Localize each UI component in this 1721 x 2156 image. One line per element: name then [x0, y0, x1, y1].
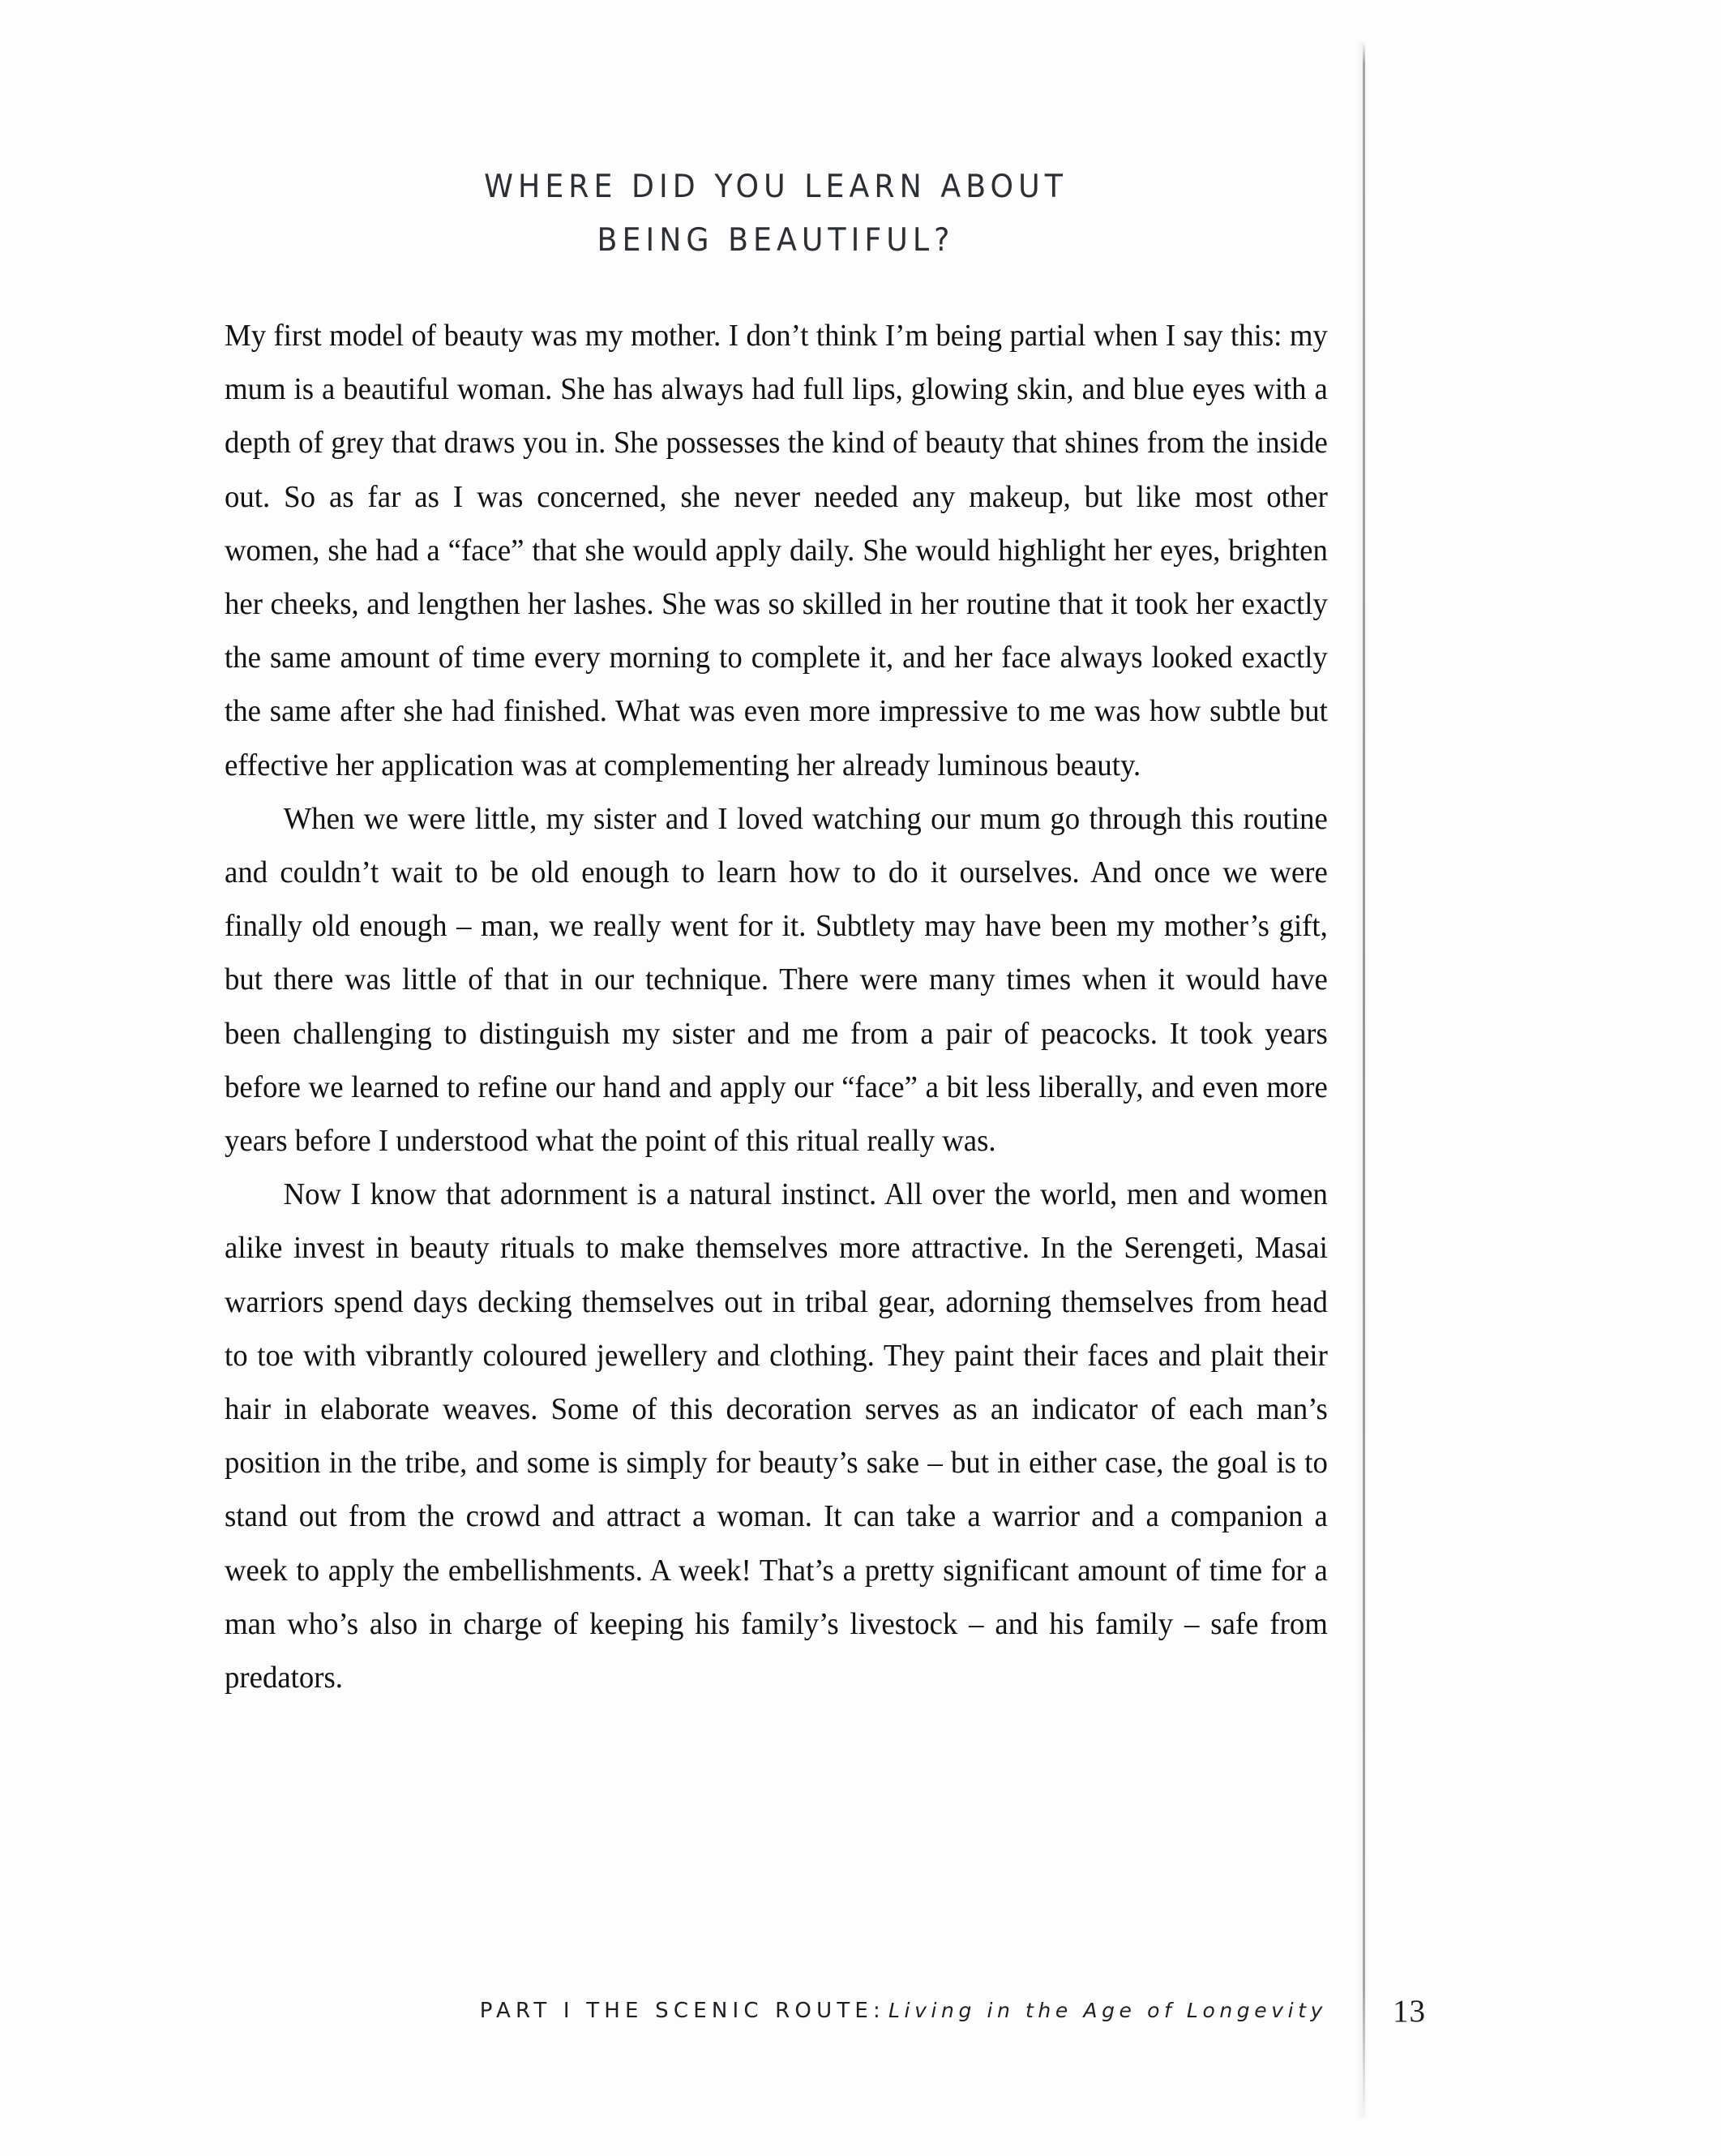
page-title-line-1: WHERE DID YOU LEARN ABOUT: [484, 169, 1068, 205]
page-number: 13: [1393, 1994, 1426, 2029]
scan-edge-shadow: [1355, 42, 1368, 2118]
running-footer: [225, 1999, 1327, 2023]
page-title: [263, 161, 1289, 268]
body-paragraph: When we were little, my sister and I loved watching our mum go through this routine and couldn’t wait to be old enough to learn how to do it ourselves. And once we were finally old enough – man, we really went for it. Subtlety may have been my mother’s gift, but there was little of that in our technique. There were many times when it would have been challenging to distinguish my sister and me from a pair of peacocks. It took years before we learned to refine our hand and apply our “face” a bit less liberally, and even more years before I understood what the point of this ritual really was.: [225, 801, 1328, 1159]
body-paragraph: My first model of beauty was my mother. I don’t think I’m being partial when I say this: my mum is a beautiful woman. She has always had full lips, glowing skin, and blue eyes with a depth of grey that draws you in. She possesses the kind of beauty that shines from the inside out. So as far as I was concerned, she never needed any makeup, but like most other women, she had a “face” that she would apply daily. She would highlight her eyes, brighten her cheeks, and lengthen her lashes. She was so skilled in her routine that it took her exactly the same amount of time every morning to complete it, and her face always looked exactly the same after she had finished. What was even more impressive to me was how subtle but effective her application was at complementing her already luminous beauty.: [225, 319, 1328, 782]
footer-book-subtitle: Living in the Age of Longevity: [888, 1999, 1327, 2022]
footer-part-label: PART I THE SCENIC ROUTE:: [479, 1999, 885, 2023]
page-title-line-2: BEING BEAUTIFUL?: [597, 222, 955, 259]
scan-edge-line: [1363, 42, 1365, 2118]
body-paragraph: Now I know that adornment is a natural instinct. All over the world, men and women alike invest in beauty rituals to make themselves more attractive. In the Serengeti, Masai warriors spend days decking themselves out in tribal gear, adorning themselves from head to toe with vibrantly coloured jewellery and clothing. They paint their faces and plait their hair in elaborate weaves. Some of this decoration serves as an indicator of each man’s position in the tribe, and some is simply for beauty’s sake – but in either case, the goal is to stand out from the crowd and attract a woman. It can take a warrior and a companion a week to apply the embellishments. A week! That’s a pretty significant amount of time for a man who’s also in charge of keeping his family’s livestock – and his family – safe from predators.: [225, 1177, 1328, 1695]
body-text-column: [225, 309, 1328, 1704]
